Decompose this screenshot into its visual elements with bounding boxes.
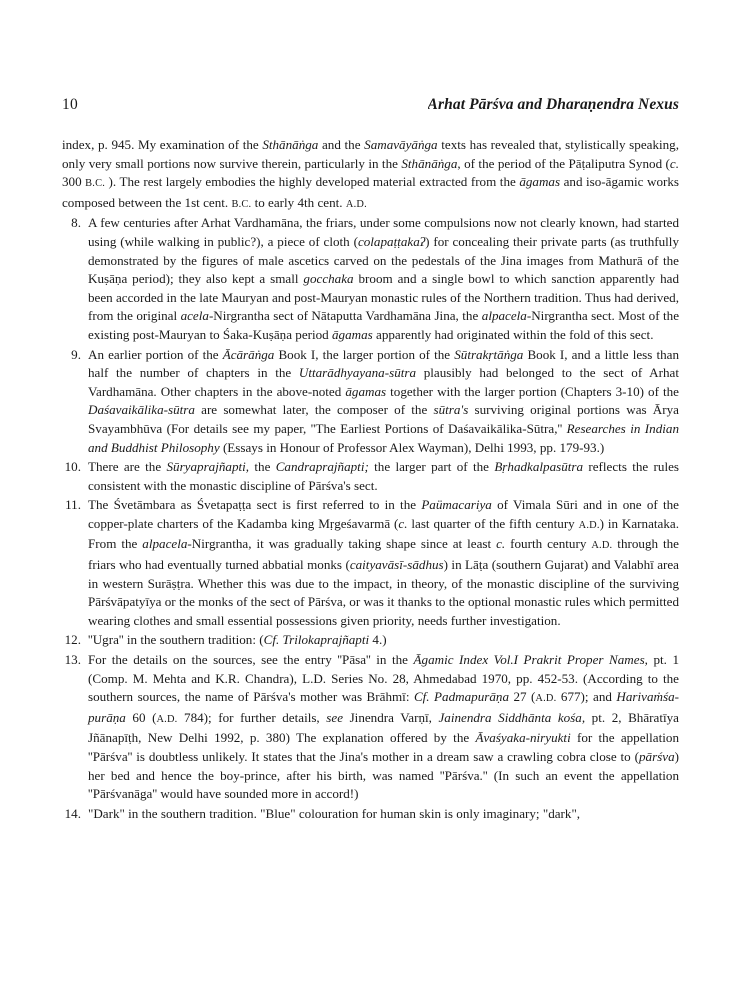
continuation-paragraph: index, p. 945. My examination of the Sthānāṅga and the Samavāyāṅga texts has revealed that, stylistically speaking, only very small portions now survive therein, particularly in the Sthānāṅga, of the period of the Pāṭaliputra Synod (c. 300 B.C. ). The rest largely embodies the highly developed material extracted from the āgamas and iso-āgamic works composed between the 1st cent. B.C. to early 4th cent. A.D. [62,137,680,210]
footnote-number: 9. [71,346,81,362]
footnote-text: There are the Sūryaprajñapti, the Candraprajñapti; the larger part of the Bṛhadkalpasūtra reflects the rules consistent with the monastic discipline of Pārśva's sect. [88,459,679,493]
footnote-8 [62,214,679,344]
footnote-number: 11. [65,497,81,513]
footnote-10 [62,458,679,495]
footnote-number: 14. [64,805,81,821]
footnote-13 [62,651,679,804]
page-body [62,136,679,823]
footnote-9 [62,346,679,458]
footnote-text: For the details on the sources, see the entry ''Pāsa'' in the Āgamic Index Vol.I Prakrit Proper Names, pt. 1 (Comp. M. Mehta and K.R. Chandra), L.D. Series No. 28, Ahmedabad 1970, pp. 452-53. (According to the southern sources, the name of Pārśva's mother was Brāhmī: Cf. Padmapurāṇa 27 (A.D. 677); and Harivaṁśa-purāṇa 60 (A.D. 784); for further details, see Jinendra Varṇī, Jainendra Siddhānta kośa, pt. 2, Bhāratīya Jñānapīṭh, New Delhi 1992, p. 380) The explanation offered by the Āvaśyaka-niryukti for the appellation ''Pārśva'' is doubtless unlikely. It states that the Jina's mother in a dream saw a crawling cobra close to (pārśva) her bed and hence the boy-prince, after his birth, was named ''Pārśva.'' (In such an event the appellation ''Pārśvanāga'' would have sounded more in accord!) [88,652,679,802]
footnote-text: ''Ugra'' in the southern tradition: (Cf. Trilokaprajñapti 4.) [88,632,387,648]
footnote-number: 10. [64,459,81,475]
footnote-number: 13. [64,652,81,668]
footnote-12 [62,631,679,650]
footnote-text: A few centuries after Arhat Vardhamāna, the friars, under some compulsions now not clearly known, had started using (while walking in public?), a piece of cloth (colapaṭṭakaʔ) for concealing their private parts (as truthfully demonstrated by the figures of male ascetics carved on the pedestals of the Jina images from Mathurā of the Kuṣāṇa period); they also kept a small gocchaka broom and a single bowl to which sanction apparently had been accorded in the late Mauryan and post-Mauryan monastic rules of the Northern tradition. Thus had derived, from the original acela-Nirgrantha sect of Nātaputta Vardhamāna Jina, the alpacela-Nirgrantha sect. Most of the existing post-Mauryan to Śaka-Kuṣāṇa period āgamas apparently had originated within the fold of this sect. [88,215,680,342]
footnote-number: 8. [71,215,81,231]
footnote-14 [62,805,679,824]
running-title: Arhat Pārśva and Dharaṇendra Nexus [427,96,679,113]
page-header [62,96,679,114]
footnote-text: "Dark" in the southern tradition. "Blue" colouration for human skin is only imaginary; "dark", [88,805,581,821]
page-number: 10 [62,96,78,113]
footnote-text: An earlier portion of the Ācārāṅga Book I, the larger portion of the Sūtrakṛtāṅga Book I, and a little less than half the number of chapters in the Uttarādhyayana-sūtra plausibly had belonged to the sect of Arhat Vardhamāna. Other chapters in the above-noted āgamas together with the larger portion (Chapters 3-10) of the Daśavaikālika-sūtra are somewhat later, the composer of the sūtra's surviving original portions was Ārya Svayambhūva (For details see my paper, ''The Earliest Portions of Daśavaikālika-Sūtra,'' Researches in Indian and Buddhist Philosophy (Essays in Honour of Professor Alex Wayman), Delhi 1993, pp. 179-93.) [88,346,680,455]
footnote-text: The Śvetāmbara as Śvetapaṭṭa sect is first referred to in the Paümacariya of Vimala Sūri and in one of the copper-plate charters of the Kadamba king Mṛgeśavarmā (c. last quarter of the fifth century A.D.) in Karnataka. From the alpacela-Nirgrantha, it was gradually taking shape since at least c. fourth century A.D. through the friars who had eventually turned abbatial monks (caityavāsī-sādhus) in Lāṭa (southern Gujarat) and Valabhī area in western Surāṣṭra. Whether this was due to the impact, in theory, of the monastic discipline of the surviving Pārśvāpatyīya or the monks of the sect of Pārśva, or was it thanks to the optional monastic rules which permitted wearing clothes and small essential possessions given priority, needs further investigation. [88,497,679,628]
footnote-11 [62,496,679,630]
footnote-number: 12. [64,632,81,648]
